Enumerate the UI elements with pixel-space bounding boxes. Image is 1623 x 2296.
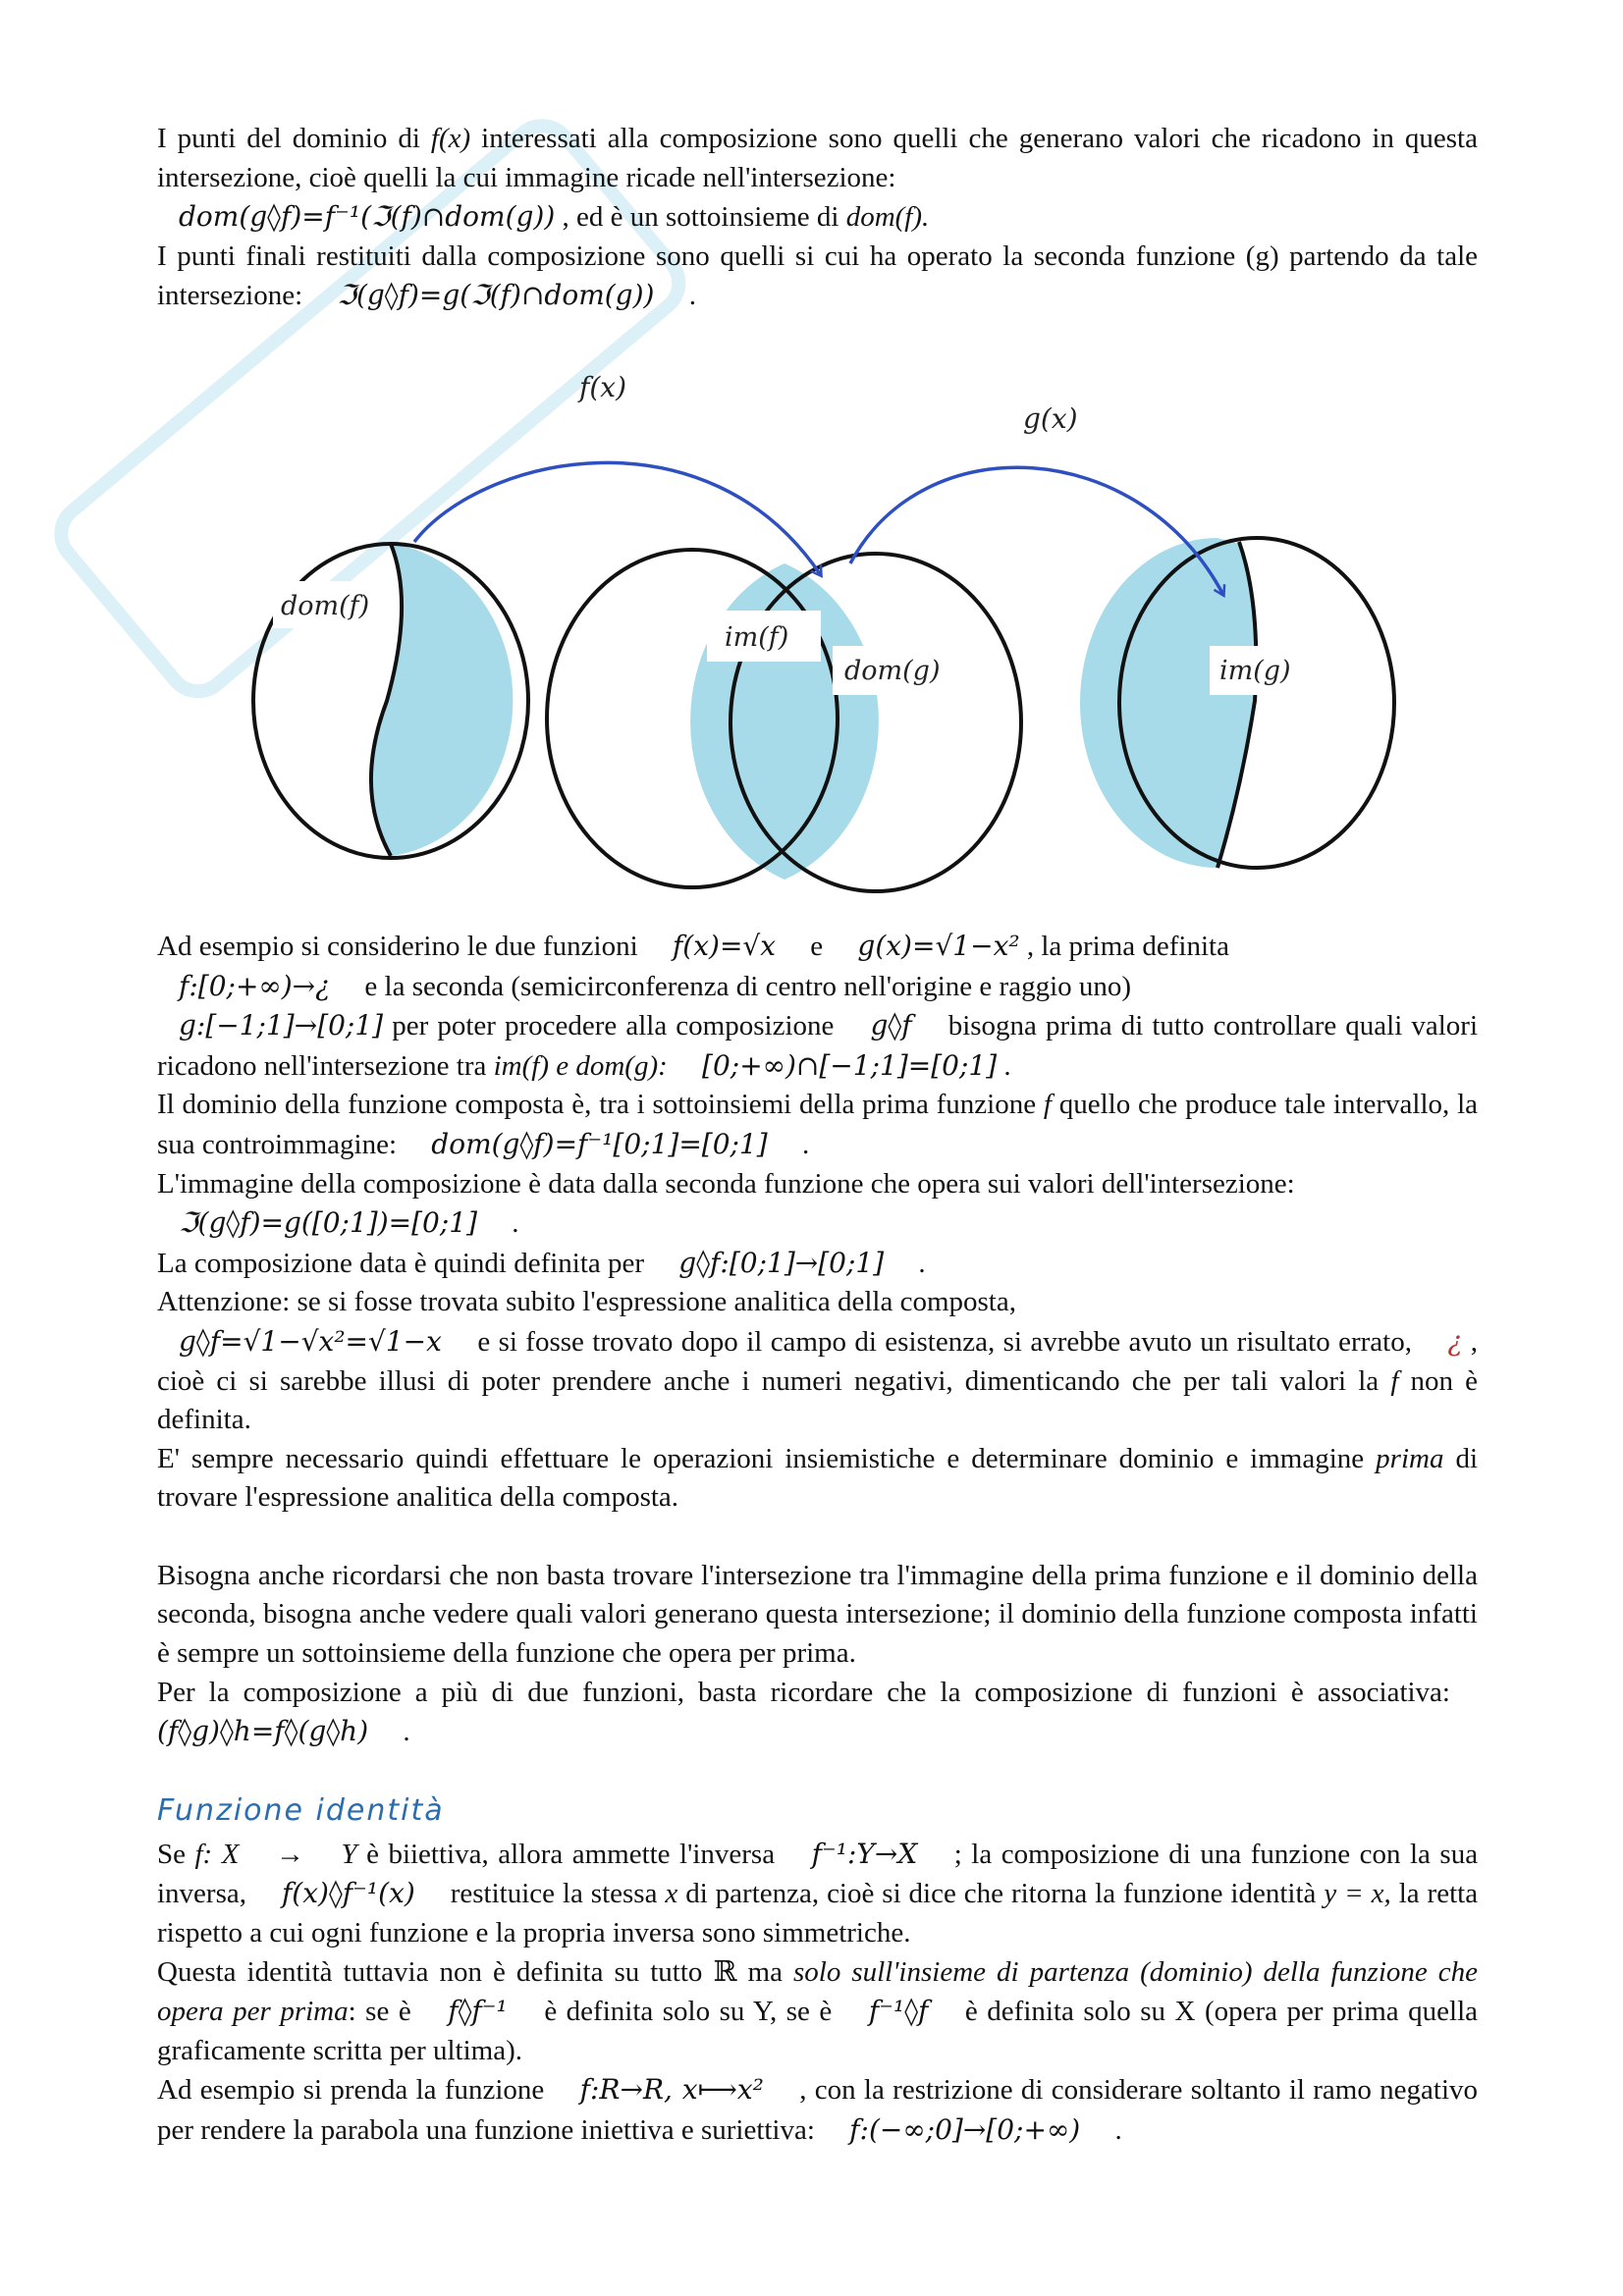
paragraph-composizione-definita: La composizione data è quindi definita per g◊f:[0;1]→[0;1] . [157, 1246, 926, 1279]
paragraph-questa-identita: Questa identità tuttavia non è definita su tutto ℝ ma solo sull'insieme di partenza (dominio) della funzione che opera per prima: se è f◊f⁻¹ è definita solo su Y, se è f⁻¹◊f è definita solo su X (opera per prima quella graficamente scritta per ultima). [157, 1955, 1479, 2066]
paragraph-punti-finali: I punti finali restituiti dalla composizione sono quelli si cui ha operato la seconda funzione (g) partendo da tale intersezione: ℑ(g◊f)=g(ℑ(f)∩dom(g)) . [157, 240, 1478, 312]
paragraph-identita: Se f: X → Y è biiettiva, allora ammette l'inversa f⁻¹:Y→X ; la composizione di una funzione con la sua inversa, f(x)◊f⁻¹(x) restituice la stessa x di partenza, cioè si dice che ritorna la funzione identità y = x, la retta rispetto a cui ogni funzione e la propria inversa sono simmetriche. [157, 1837, 1479, 1949]
label-im-f: im(f) [725, 621, 789, 653]
paragraph-immagine-composta: L'immagine della composizione è data dalla seconda funzione che opera sui valori dell'intersezione: ℑ(g◊f)=g([0;1])=[0;1] . [157, 1167, 1295, 1240]
arrow-f [414, 462, 821, 575]
formula-f-def: f(x)=√x [672, 929, 777, 962]
paragraph-dominio: I punti del dominio di f(x) interessati alla composizione sono quelli che generano valori che ricadono in questa intersezione, cioè quelli la cui immagine ricade nell'intersezione: dom(g◊f)=f⁻¹(ℑ(f)∩dom(g)) , ed è un sottoinsieme di dom(f). [157, 123, 1478, 234]
label-dom-f: dom(f) [281, 590, 370, 621]
paragraph-sempre: E' sempre necessario quindi effettuare le operazioni insiemistiche e determinare dominio e immagine prima di trovare l'espressione analitica della composta. [157, 1442, 1479, 1514]
fx-ref: f(x) [430, 123, 471, 154]
paragraph-bisogna: Bisogna anche ricordarsi che non basta trovare l'intersezione tra l'immagine della prima funzione e il dominio della seconda, bisogna anche vedere quali valori generano questa intersezione; il dominio della funzione composta infatti è sempre un sottoinsieme della funzione che opera per prima. [157, 1559, 1478, 1670]
formula-dom-composta: dom(g◊f)=f⁻¹(ℑ(f)∩dom(g)) [179, 200, 556, 234]
formula-im-composta: ℑ(g◊f)=g(ℑ(f)∩dom(g)) [337, 279, 655, 312]
paragraph-dominio-composta: Il dominio della funzione composta è, tra i sottoinsiemi della prima funzione f quello che produce tale intervallo, la sua controimmagine: dom(g◊f)=f⁻¹[0;1]=[0;1] . [157, 1089, 1479, 1160]
paragraph-attenzione: Attenzione: se si fosse trovata subito l'espressione analitica della composta, g◊f=√1−√x²=√1−x e si fosse trovato dopo il campo di esistenza, si avrebbe avuto un risultato errato, ¿ , cioè ci si sarebbe illusi di poter prendere anche i numeri negativi, dimenticando che per tali valori la f non è definita. [157, 1286, 1479, 1436]
document-page [157, 120, 1478, 2151]
paragraph-esempio: Ad esempio si considerino le due funzioni f(x)=√x e g(x)=√1−x² , la prima definita f:[0;+∞)→¿ e la seconda (semicirconferenza di centro nell'origine e raggio uno) g:[−1;1]→[0;1] per poter procedere alla composizione g◊f bisogna prima di tutto controllare quali valori ricadono nell'intersezione tra im(f) e dom(g): [0;+∞)∩[−1;1]=[0;1] . [157, 929, 1479, 1082]
paragraph-associativa: Per la composizione a più di due funzioni, basta ricordare che la composizione di funzioni è associativa: (f◊g)◊h=f◊(g◊h) . [157, 1676, 1450, 1748]
composition-diagram [157, 357, 1478, 927]
diagram-svg [157, 357, 1478, 927]
paragraph-esempio-parabola: Ad esempio si prenda la funzione f:R→R, x⟼x² , con la restrizione di considerare soltanto il ramo negativo per rendere la parabola una funzione iniettiva e suriettiva: f:(−∞;0]→[0;+∞) . [157, 2073, 1479, 2146]
label-im-g: im(g) [1219, 655, 1291, 686]
label-gx: g(x) [1023, 401, 1078, 435]
formula-f-dom: f:[0;+∞)→¿ [179, 969, 331, 1002]
section-heading-funzione-identita: Funzione identità [157, 1792, 445, 1828]
label-dom-g: dom(g) [844, 655, 941, 686]
formula-g-dom: g:[−1;1]→[0;1] [179, 1009, 384, 1042]
label-fx: f(x) [579, 370, 627, 403]
formula-intersezione: [0;+∞)∩[−1;1]=[0;1] [702, 1048, 998, 1082]
formula-g-def: g(x)=√1−x² [857, 929, 1020, 962]
